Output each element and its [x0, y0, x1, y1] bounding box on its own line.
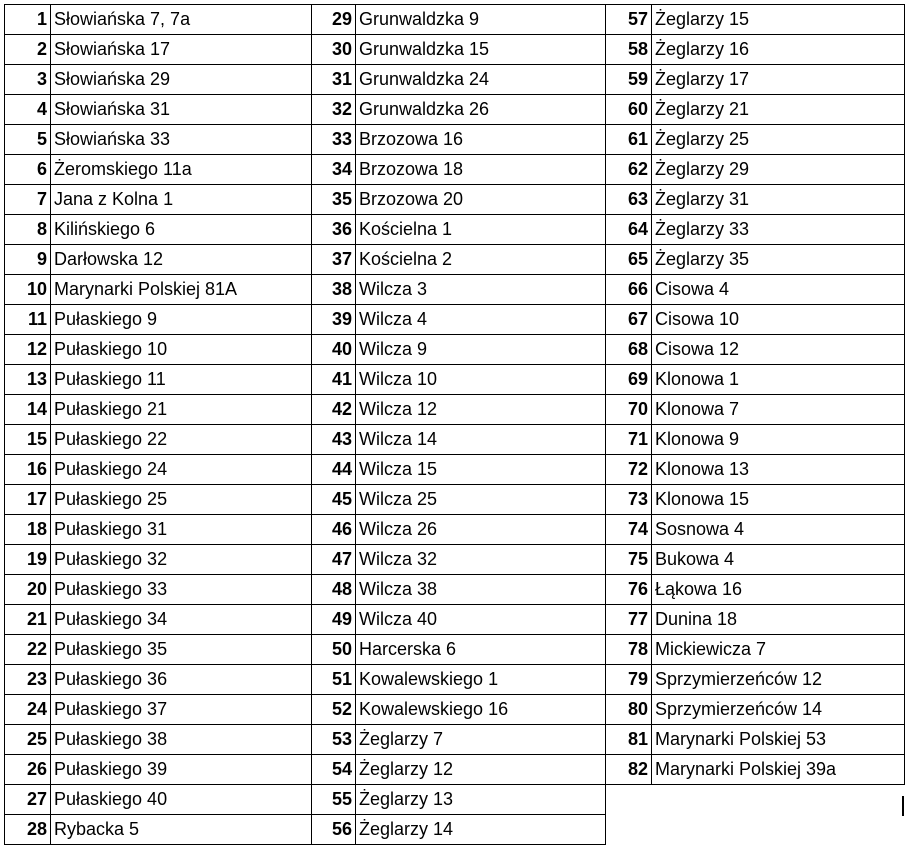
row-number-cell: 3 [5, 65, 51, 95]
table-row [606, 95, 905, 125]
street-address-cell: Marynarki Polskiej 53 [652, 725, 905, 755]
street-address-cell: Wilcza 12 [356, 395, 606, 425]
row-number-cell: 5 [5, 125, 51, 155]
table-row [312, 575, 606, 605]
row-number-cell: 69 [606, 365, 652, 395]
street-address-cell: Klonowa 1 [652, 365, 905, 395]
row-number-cell: 40 [312, 335, 356, 365]
row-number-cell: 12 [5, 335, 51, 365]
table-row [5, 125, 312, 155]
street-address-cell: Grunwaldzka 9 [356, 5, 606, 35]
table-row [5, 545, 312, 575]
row-number-cell: 39 [312, 305, 356, 335]
table-row [5, 95, 312, 125]
table-row [312, 215, 606, 245]
row-number-cell: 46 [312, 515, 356, 545]
street-address-cell: Pułaskiego 32 [51, 545, 312, 575]
row-number-cell: 64 [606, 215, 652, 245]
street-address-cell: Pułaskiego 22 [51, 425, 312, 455]
row-number-cell: 33 [312, 125, 356, 155]
table-row [312, 185, 606, 215]
street-address-cell: Klonowa 13 [652, 455, 905, 485]
table-row [606, 335, 905, 365]
table-row [606, 425, 905, 455]
row-number-cell: 67 [606, 305, 652, 335]
row-number-cell: 11 [5, 305, 51, 335]
street-address-cell: Kościelna 1 [356, 215, 606, 245]
street-address-cell: Jana z Kolna 1 [51, 185, 312, 215]
table-row [312, 155, 606, 185]
table-row [312, 275, 606, 305]
street-address-cell: Wilcza 25 [356, 485, 606, 515]
table-row [312, 695, 606, 725]
street-address-cell: Słowiańska 31 [51, 95, 312, 125]
street-address-cell: Pułaskiego 40 [51, 785, 312, 815]
row-number-cell: 72 [606, 455, 652, 485]
street-address-cell: Kościelna 2 [356, 245, 606, 275]
street-address-cell: Marynarki Polskiej 81A [51, 275, 312, 305]
table-row [312, 335, 606, 365]
street-address-cell: Pułaskiego 31 [51, 515, 312, 545]
street-address-cell: Pułaskiego 9 [51, 305, 312, 335]
table-row [5, 305, 312, 335]
table-row [5, 365, 312, 395]
table-row [606, 125, 905, 155]
table-row [5, 515, 312, 545]
table-row [606, 635, 905, 665]
street-address-cell: Kilińskiego 6 [51, 215, 312, 245]
street-address-cell: Rybacka 5 [51, 815, 312, 845]
row-number-cell: 20 [5, 575, 51, 605]
table-row [312, 515, 606, 545]
address-table-column-3 [605, 4, 905, 785]
table-row [606, 695, 905, 725]
table-row [5, 65, 312, 95]
street-address-cell: Żeglarzy 12 [356, 755, 606, 785]
row-number-cell: 27 [5, 785, 51, 815]
street-address-cell: Wilcza 10 [356, 365, 606, 395]
street-address-cell: Kowalewskiego 16 [356, 695, 606, 725]
row-number-cell: 13 [5, 365, 51, 395]
row-number-cell: 37 [312, 245, 356, 275]
street-address-cell: Wilcza 26 [356, 515, 606, 545]
row-number-cell: 58 [606, 35, 652, 65]
row-number-cell: 1 [5, 5, 51, 35]
street-address-cell: Pułaskiego 10 [51, 335, 312, 365]
row-number-cell: 75 [606, 545, 652, 575]
street-address-cell: Pułaskiego 21 [51, 395, 312, 425]
table-row [312, 665, 606, 695]
table-row [5, 575, 312, 605]
row-number-cell: 74 [606, 515, 652, 545]
street-address-cell: Mickiewicza 7 [652, 635, 905, 665]
row-number-cell: 35 [312, 185, 356, 215]
street-address-cell: Klonowa 9 [652, 425, 905, 455]
row-number-cell: 55 [312, 785, 356, 815]
table-row [312, 95, 606, 125]
table-row [5, 425, 312, 455]
row-number-cell: 63 [606, 185, 652, 215]
table-row [312, 425, 606, 455]
street-address-cell: Żeglarzy 31 [652, 185, 905, 215]
table-row [5, 215, 312, 245]
row-number-cell: 47 [312, 545, 356, 575]
table-row [606, 485, 905, 515]
row-number-cell: 18 [5, 515, 51, 545]
street-address-cell: Pułaskiego 37 [51, 695, 312, 725]
street-address-cell: Wilcza 14 [356, 425, 606, 455]
table-row [5, 395, 312, 425]
table-row [312, 455, 606, 485]
row-number-cell: 49 [312, 605, 356, 635]
table-row [5, 245, 312, 275]
street-address-cell: Dunina 18 [652, 605, 905, 635]
row-number-cell: 73 [606, 485, 652, 515]
table-row [606, 605, 905, 635]
row-number-cell: 28 [5, 815, 51, 845]
table-row [5, 155, 312, 185]
row-number-cell: 26 [5, 755, 51, 785]
street-address-cell: Klonowa 15 [652, 485, 905, 515]
table-row [606, 395, 905, 425]
table-row [5, 755, 312, 785]
street-address-cell: Wilcza 15 [356, 455, 606, 485]
row-number-cell: 57 [606, 5, 652, 35]
table-row [606, 65, 905, 95]
street-address-cell: Cisowa 12 [652, 335, 905, 365]
table-row [312, 725, 606, 755]
street-address-cell: Grunwaldzka 24 [356, 65, 606, 95]
row-number-cell: 41 [312, 365, 356, 395]
street-address-cell: Pułaskiego 11 [51, 365, 312, 395]
table-row [5, 275, 312, 305]
table-row [606, 275, 905, 305]
row-number-cell: 61 [606, 125, 652, 155]
table-row [312, 485, 606, 515]
row-number-cell: 76 [606, 575, 652, 605]
row-number-cell: 50 [312, 635, 356, 665]
row-number-cell: 56 [312, 815, 356, 845]
table-row [606, 575, 905, 605]
street-address-cell: Słowiańska 17 [51, 35, 312, 65]
table-row [312, 815, 606, 845]
street-address-cell: Grunwaldzka 26 [356, 95, 606, 125]
row-number-cell: 66 [606, 275, 652, 305]
row-number-cell: 65 [606, 245, 652, 275]
row-number-cell: 29 [312, 5, 356, 35]
street-address-cell: Żeglarzy 16 [652, 35, 905, 65]
row-number-cell: 24 [5, 695, 51, 725]
street-address-cell: Żeglarzy 15 [652, 5, 905, 35]
table-row [606, 155, 905, 185]
text-cursor-mark [902, 796, 904, 816]
row-number-cell: 59 [606, 65, 652, 95]
table-row [5, 785, 312, 815]
table-row [312, 65, 606, 95]
row-number-cell: 23 [5, 665, 51, 695]
row-number-cell: 60 [606, 95, 652, 125]
row-number-cell: 53 [312, 725, 356, 755]
street-address-cell: Pułaskiego 34 [51, 605, 312, 635]
row-number-cell: 51 [312, 665, 356, 695]
row-number-cell: 52 [312, 695, 356, 725]
street-address-cell: Darłowska 12 [51, 245, 312, 275]
table-row [606, 35, 905, 65]
street-address-cell: Wilcza 3 [356, 275, 606, 305]
street-address-cell: Słowiańska 29 [51, 65, 312, 95]
row-number-cell: 25 [5, 725, 51, 755]
street-address-cell: Sprzymierzeńców 12 [652, 665, 905, 695]
row-number-cell: 15 [5, 425, 51, 455]
row-number-cell: 77 [606, 605, 652, 635]
table-row [312, 635, 606, 665]
street-address-cell: Żeglarzy 29 [652, 155, 905, 185]
table-row [606, 215, 905, 245]
table-row [312, 35, 606, 65]
row-number-cell: 48 [312, 575, 356, 605]
table-row [606, 365, 905, 395]
street-address-cell: Kowalewskiego 1 [356, 665, 606, 695]
table-row [5, 185, 312, 215]
row-number-cell: 38 [312, 275, 356, 305]
row-number-cell: 30 [312, 35, 356, 65]
street-address-cell: Pułaskiego 25 [51, 485, 312, 515]
table-row [5, 335, 312, 365]
street-address-cell: Wilcza 40 [356, 605, 606, 635]
row-number-cell: 34 [312, 155, 356, 185]
street-address-cell: Harcerska 6 [356, 635, 606, 665]
street-address-cell: Pułaskiego 39 [51, 755, 312, 785]
street-address-cell: Brzozowa 18 [356, 155, 606, 185]
street-address-cell: Żeglarzy 35 [652, 245, 905, 275]
street-address-cell: Grunwaldzka 15 [356, 35, 606, 65]
table-row [606, 5, 905, 35]
row-number-cell: 21 [5, 605, 51, 635]
row-number-cell: 81 [606, 725, 652, 755]
row-number-cell: 82 [606, 755, 652, 785]
table-row [312, 395, 606, 425]
row-number-cell: 16 [5, 455, 51, 485]
row-number-cell: 10 [5, 275, 51, 305]
street-address-cell: Marynarki Polskiej 39a [652, 755, 905, 785]
table-row [606, 755, 905, 785]
street-address-cell: Pułaskiego 36 [51, 665, 312, 695]
row-number-cell: 31 [312, 65, 356, 95]
table-row [312, 245, 606, 275]
table-row [606, 515, 905, 545]
street-address-cell: Żeglarzy 13 [356, 785, 606, 815]
row-number-cell: 19 [5, 545, 51, 575]
street-address-cell: Sprzymierzeńców 14 [652, 695, 905, 725]
street-address-cell: Słowiańska 7, 7a [51, 5, 312, 35]
street-address-cell: Żeglarzy 14 [356, 815, 606, 845]
address-table-column-1 [4, 4, 312, 845]
table-row [312, 755, 606, 785]
table-row [312, 545, 606, 575]
table-row [606, 185, 905, 215]
street-address-cell: Pułaskiego 38 [51, 725, 312, 755]
street-address-cell: Słowiańska 33 [51, 125, 312, 155]
row-number-cell: 62 [606, 155, 652, 185]
table-row [312, 785, 606, 815]
street-address-cell: Wilcza 9 [356, 335, 606, 365]
table-row [5, 725, 312, 755]
row-number-cell: 43 [312, 425, 356, 455]
street-address-cell: Brzozowa 20 [356, 185, 606, 215]
address-table-column-2 [311, 4, 606, 845]
row-number-cell: 14 [5, 395, 51, 425]
row-number-cell: 44 [312, 455, 356, 485]
street-address-cell: Żeglarzy 33 [652, 215, 905, 245]
row-number-cell: 70 [606, 395, 652, 425]
street-address-cell: Pułaskiego 33 [51, 575, 312, 605]
street-address-cell: Pułaskiego 24 [51, 455, 312, 485]
street-address-cell: Klonowa 7 [652, 395, 905, 425]
table-row [312, 605, 606, 635]
street-address-cell: Łąkowa 16 [652, 575, 905, 605]
street-address-cell: Żeglarzy 25 [652, 125, 905, 155]
table-row [5, 605, 312, 635]
row-number-cell: 45 [312, 485, 356, 515]
row-number-cell: 4 [5, 95, 51, 125]
row-number-cell: 8 [5, 215, 51, 245]
row-number-cell: 7 [5, 185, 51, 215]
table-row [5, 5, 312, 35]
row-number-cell: 36 [312, 215, 356, 245]
row-number-cell: 68 [606, 335, 652, 365]
street-address-cell: Wilcza 32 [356, 545, 606, 575]
row-number-cell: 9 [5, 245, 51, 275]
table-row [606, 725, 905, 755]
street-address-cell: Pułaskiego 35 [51, 635, 312, 665]
row-number-cell: 80 [606, 695, 652, 725]
table-row [5, 455, 312, 485]
street-address-cell: Sosnowa 4 [652, 515, 905, 545]
table-row [5, 815, 312, 845]
table-row [312, 305, 606, 335]
table-row [5, 665, 312, 695]
table-row [5, 485, 312, 515]
table-row [312, 125, 606, 155]
street-address-cell: Żeglarzy 7 [356, 725, 606, 755]
street-address-cell: Żeglarzy 17 [652, 65, 905, 95]
table-row [606, 305, 905, 335]
street-address-cell: Cisowa 10 [652, 305, 905, 335]
row-number-cell: 22 [5, 635, 51, 665]
table-row [5, 35, 312, 65]
row-number-cell: 78 [606, 635, 652, 665]
street-address-cell: Brzozowa 16 [356, 125, 606, 155]
table-row [606, 245, 905, 275]
street-address-cell: Bukowa 4 [652, 545, 905, 575]
street-address-cell: Żeromskiego 11a [51, 155, 312, 185]
row-number-cell: 6 [5, 155, 51, 185]
table-row [606, 665, 905, 695]
row-number-cell: 17 [5, 485, 51, 515]
table-row [5, 695, 312, 725]
row-number-cell: 2 [5, 35, 51, 65]
street-address-cell: Żeglarzy 21 [652, 95, 905, 125]
table-row [312, 365, 606, 395]
street-address-cell: Cisowa 4 [652, 275, 905, 305]
table-row [606, 545, 905, 575]
table-row [606, 455, 905, 485]
row-number-cell: 79 [606, 665, 652, 695]
street-address-cell: Wilcza 4 [356, 305, 606, 335]
table-row [312, 5, 606, 35]
row-number-cell: 32 [312, 95, 356, 125]
row-number-cell: 42 [312, 395, 356, 425]
row-number-cell: 71 [606, 425, 652, 455]
row-number-cell: 54 [312, 755, 356, 785]
table-row [5, 635, 312, 665]
street-address-cell: Wilcza 38 [356, 575, 606, 605]
